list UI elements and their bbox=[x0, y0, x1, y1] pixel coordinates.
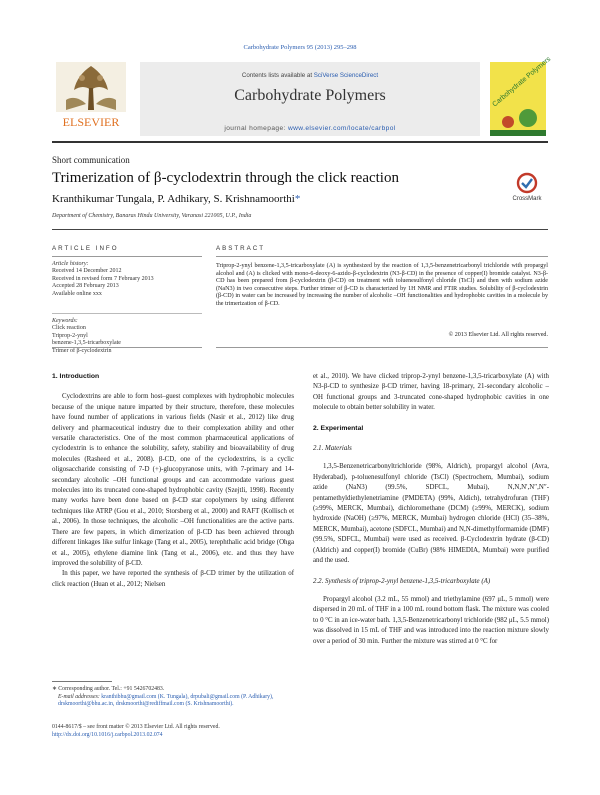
sciencedirect-link[interactable]: SciVerse ScienceDirect bbox=[313, 72, 379, 79]
doi-link[interactable]: http://dx.doi.org/10.1016/j.carbpol.2013.02.074 bbox=[52, 731, 163, 738]
keywords-rule bbox=[52, 313, 202, 314]
history-received: Received 14 December 2012 bbox=[52, 268, 122, 275]
right-column bbox=[313, 372, 549, 647]
email-addresses[interactable]: kranthibhu@gmail.com (K. Tungala), drpubali@gmail.com (P. Adhikary), drskmoorthi@bhu.ac.in, drskmoorthi@rediffmail.com (S. Krishnamoorthi). bbox=[58, 693, 274, 708]
materials-heading: 2.1. Materials bbox=[313, 445, 352, 453]
keywords-label: Keywords: bbox=[52, 318, 78, 324]
keyword-item: Triprop-2-ynyl bbox=[52, 332, 88, 339]
corresponding-author-mark[interactable]: * bbox=[294, 193, 301, 205]
title-rule bbox=[52, 229, 548, 230]
elsevier-logo bbox=[52, 60, 130, 132]
materials-paragraph: 1,3,5-Benzenetricarbonyltrichloride (98%, Aldrich), propargyl alcohol (Avra, Hyderabad), p-toluenesulfonyl chloride (TsCl) (Spectrochem, Mumbai), sodium azide (NaN3) (99.5%, SDFCL, Mubai), N,N,N′,N″,N″-pentamethyldiethylenetriamine (PMDETA) (99%, Aldich), tetrahydrofuran (THF) (≥99%, MERCK, Mumbai), dichloromethane (DCM) (≥99%, MERCK), sodium hydroxide (NaOH) (≥97%, MERCK, Mumbai) hydrogen chloride (HCl) (35–38%, MERCK, Mumbai), acetone (SDFCL, Mumbai) and N,N-dimethylformamide (DMF) (99.5%, SDFCL, Mumbai) were used as received. β-Cyclodextrin hydrate (β-CD) (Aldrich) and copper(I) bromide (CuBr) (98% HIMEDIA, Mumbai) were purified and the used. bbox=[313, 463, 549, 565]
experimental-heading: 2. Experimental bbox=[313, 424, 364, 432]
journal-homepage-link[interactable]: www.elsevier.com/locate/carbpol bbox=[287, 125, 396, 132]
issn-block bbox=[52, 724, 352, 739]
footnote-rule bbox=[52, 681, 112, 682]
journal-homepage-line bbox=[140, 125, 480, 132]
synthesis-paragraph: Propargyl alcohol (3.2 mL, 55 mmol) and triethylamine (697 μL, 5 mmol) were dispersed in 20 mL of THF in a 100 mL round bottom flask. The mixture was cooled to 0 °C in an ice-water bath. 1,3,5-Benzenetricarbonyl trichloride (982 μL, 5.5 mmol) was dissolved in 15 mL of THF and was introduced into the reaction mixture slowly over a period of 30 min. Further the mixture was stirred at 0 °C for bbox=[313, 595, 549, 645]
section-type: Short communication bbox=[52, 155, 130, 165]
paper-title: Trimerization of β-cyclodextrin through the click reaction bbox=[52, 170, 399, 186]
history-online: Available online xxx bbox=[52, 290, 102, 297]
history-label: Article history: bbox=[52, 261, 89, 267]
history-accepted: Accepted 28 February 2013 bbox=[52, 283, 119, 290]
abstract-copyright: © 2013 Elsevier Ltd. All rights reserved. bbox=[448, 332, 548, 338]
author-names: Kranthikumar Tungala, P. Adhikary, S. Krishnamoorthi bbox=[52, 193, 295, 205]
crossmark-badge[interactable] bbox=[508, 172, 546, 202]
publisher-logo-text: ELSEVIER bbox=[62, 115, 120, 129]
authors bbox=[52, 193, 300, 205]
abstract-bottom-rule bbox=[216, 347, 548, 348]
journal-reference[interactable]: Carbohydrate Polymers 95 (2013) 295–298 bbox=[243, 44, 357, 51]
email-label: E-mail addresses: bbox=[58, 693, 100, 700]
header-rule bbox=[52, 141, 548, 143]
contents-line bbox=[140, 72, 480, 79]
left-column bbox=[52, 372, 294, 590]
article-history bbox=[52, 261, 202, 298]
keyword-item: benzene-1,3,5-tricarboxylate bbox=[52, 340, 121, 347]
keywords bbox=[52, 318, 202, 355]
intro-paragraph: Cyclodextrins are able to form host–guest complexes with hydrophobic molecules because of the unique nature imparted by their structure, therefore, these molecules have found number of applications in various fields (Nasir et al., 2012) like drug delivery and pharmaceutical industry due to their complexation ability and other versatile characteristics. One of the most common pharmaceutical applications of cyclodextrin is to enhance the solubility, safety, stability and bioavailability of drug molecules (Rasheed et al., 2008). β-CD, one of the cyclodextrins, is a cyclic oligosaccharide consisting of 7-D (+)-glucopyranose units, with 7-primary and 14-secondary alcoholic –OH functional groups and can accommodate various guest molecules into its truncated cone-shaped hydrophobic cavity (Szejtli, 1998). Recently many works have been done based on β-CD star copolymers by using different techniques like ATRP (Gou et al., 2010; Storsberg et al., 2000) and RAFT (Kollisch et al., 2006). In those techniques, the alcoholic –OH functionalities are the active parts. There are few papers, in which dimerization of β-CD has been achieved through different linkages like sulfur linkage (Tang et al., 2005), terephthalic acid bridge (Ohga et al., 2005), ethylene diamine link (Tang et al., 2006), etc. and thus they have improved the solubility of β-CD. bbox=[52, 393, 294, 567]
synthesis-heading: 2.2. Synthesis of triprop-2-ynyl benzene-1,3,5-tricarboxylate (A) bbox=[313, 577, 491, 585]
keyword-item: Trimer of β-cyclodextrin bbox=[52, 347, 112, 354]
article-info-bottom-rule bbox=[52, 347, 202, 348]
journal-cover-thumbnail bbox=[490, 55, 553, 136]
article-info-rule bbox=[52, 256, 202, 257]
keyword-item: Click reaction bbox=[52, 325, 86, 332]
abstract-rule bbox=[216, 256, 548, 257]
journal-title: Carbohydrate Polymers bbox=[234, 87, 386, 104]
corresponding-author-note: ∗ Corresponding author. Tel.: +91 5426702483. bbox=[52, 686, 165, 692]
introduction-heading: 1. Introduction bbox=[52, 373, 100, 380]
affiliation: Department of Chemistry, Banaras Hindu University, Varanasi 221005, U.P., India bbox=[52, 213, 252, 219]
article-info-heading: ARTICLE INFO bbox=[52, 245, 119, 252]
crossmark-label: CrossMark bbox=[512, 196, 542, 202]
homepage-prefix: journal homepage: bbox=[224, 125, 288, 132]
abstract-heading: ABSTRACT bbox=[216, 245, 266, 252]
history-revised: Received in revised form 7 February 2013 bbox=[52, 275, 154, 282]
cover-title: Carbohydrate Polymers bbox=[491, 55, 553, 109]
abstract-text: Triprop-2-ynyl benzene-1,3,5-tricarboxylate (A) is synthesized by the reaction of 1,3,5-benzenetricarbonyl trichloride with propargyl alcohol and (A) is clicked with mono-6-deoxy-6-azido-β-cyclodextrin (N3-β-CD) in the presence of copper(I) bromide catalyst. N3-β-CD has been prepared from β-cyclodextrin (β-CD) on treatment with toluenesulfonyl chloride (TsCl) and then with sodium azide (NaN3) in two consecutive steps. Further trimer of β-CD is characterized by 1H NMR and FTIR studies. Solubility of β-cyclodextrin (β-CD) in water can be increased by increasing the number of alcoholic –OH functionalities and hydrophobic cavities in a molecule by the trimerization of β-CD. bbox=[216, 263, 548, 307]
intro-paragraph: In this paper, we have reported the synthesis of β-CD trimer by the utilization of click reaction (Huan et al., 2012; Nielsen bbox=[52, 570, 294, 588]
contents-prefix: Contents lists available at bbox=[241, 72, 314, 79]
intro-continuation: et al., 2010). We have clicked triprop-2-ynyl benzene-1,3,5-tricarboxylate (A) with N3-β-CD to synthesize β-CD trimer, having 18-primary, 21-secondary alcoholic –OH functional groups and 3-truncated cone-shaped hydrophobic cavities in one molecule to obtain better solubility in water. bbox=[313, 373, 549, 412]
issn-line: 0144-8617/$ – see front matter © 2013 Elsevier Ltd. All rights reserved. bbox=[52, 724, 220, 730]
footnotes bbox=[52, 686, 294, 709]
